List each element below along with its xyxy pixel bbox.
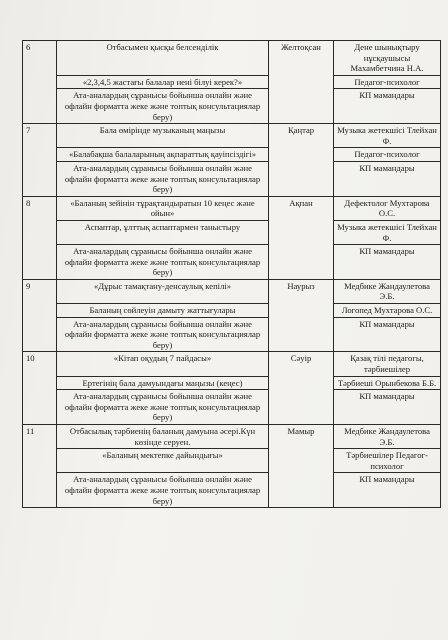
table-row (23, 245, 441, 280)
table-row (23, 304, 441, 318)
responsible-cell: КП мамандары (334, 89, 441, 124)
month-cell: Ақпан (269, 196, 334, 279)
table-row (23, 376, 441, 390)
table-row (23, 148, 441, 162)
activity-cell: Ата-аналардың сұранысы бойынша онлайн және офлайн форматта жеке және топтық консультациялар беру) (57, 245, 269, 280)
activity-cell: «Баланың зейінін тұрақтандыратын 10 кеңес және ойын» (57, 196, 269, 220)
table-row (23, 41, 441, 76)
activity-cell: «Баланың мектепке дайындығы» (57, 449, 269, 473)
responsible-cell: КП мамандары (334, 161, 441, 196)
responsible-cell: Медбике Жандаулетова Э.Б. (334, 279, 441, 303)
responsible-cell: Музыка жетекшісі Тлейхан Ф. (334, 124, 441, 148)
table-row (23, 279, 441, 303)
row-number: 8 (23, 196, 57, 279)
row-number: 10 (23, 352, 57, 425)
row-number: 11 (23, 425, 57, 508)
activity-cell: «2,3,4,5 жастағы балалар нені білуі керек?» (57, 75, 269, 89)
table-row (23, 352, 441, 376)
activity-cell: «Балабақша балаларының ақпараттық қауіпсіздігі» (57, 148, 269, 162)
table-row (23, 473, 441, 508)
activity-cell: Ертегінің бала дамуындағы маңызы (кеңес) (57, 376, 269, 390)
responsible-cell: Қазақ тілі педагогы, тәрбиешілер (334, 352, 441, 376)
activity-cell: Баланың сөйлеуін дамыту жаттығулары (57, 304, 269, 318)
activity-cell: Аспаптар, ұлттық аспаптармен таныстыру (57, 220, 269, 244)
month-cell: Наурыз (269, 279, 334, 352)
activity-cell: «Кітап оқудың 7 пайдасы» (57, 352, 269, 376)
responsible-cell: Дене шынықтыру нұсқаушысы Махамбетчина Н.А. (334, 41, 441, 76)
table-row (23, 75, 441, 89)
table-row (23, 124, 441, 148)
responsible-cell: КП мамандары (334, 245, 441, 280)
month-cell: Желтоқсан (269, 41, 334, 124)
month-cell: Қаңтар (269, 124, 334, 197)
activity-cell: Отбасылық тәрбиенің баланың дамуына әсері.Күн көзінде серуен. (57, 425, 269, 449)
table-row (23, 196, 441, 220)
month-cell: Мамыр (269, 425, 334, 508)
table-row (23, 161, 441, 196)
responsible-cell: Медбике Жандаулетова Э.Б. (334, 425, 441, 449)
table-row (23, 425, 441, 449)
month-cell: Сәуір (269, 352, 334, 425)
responsible-cell: Дефектолог Мухтарова О.С. (334, 196, 441, 220)
table-row (23, 220, 441, 244)
work-plan-table (22, 40, 441, 508)
responsible-cell: Педагог-психолог (334, 148, 441, 162)
activity-cell: Ата-аналардың сұранысы бойынша онлайн және офлайн форматта жеке және топтық консультациялар беру) (57, 473, 269, 508)
responsible-cell: Педагог-психолог (334, 75, 441, 89)
activity-cell: Бала өмірінде музыканың маңызы (57, 124, 269, 148)
responsible-cell: КП мамандары (334, 473, 441, 508)
responsible-cell: КП мамандары (334, 390, 441, 425)
responsible-cell: Тәрбиеші Орынбекова Б.Б. (334, 376, 441, 390)
responsible-cell: Логопед Мухтарова О.С. (334, 304, 441, 318)
row-number: 6 (23, 41, 57, 124)
row-number: 9 (23, 279, 57, 352)
table-row (23, 390, 441, 425)
table-row (23, 449, 441, 473)
table-row (23, 317, 441, 352)
responsible-cell: Музыка жетекшісі Тлейхан Ф. (334, 220, 441, 244)
table-row (23, 89, 441, 124)
responsible-cell: КП мамандары (334, 317, 441, 352)
row-number: 7 (23, 124, 57, 197)
responsible-cell: Тәрбиешілер Педагог-психолог (334, 449, 441, 473)
activity-cell: Ата-аналардың сұранысы бойынша онлайн және офлайн форматта жеке және топтық консультациялар беру) (57, 161, 269, 196)
activity-cell: Ата-аналардың сұранысы бойынша онлайн және офлайн форматта жеке және топтық консультациялар беру) (57, 89, 269, 124)
activity-cell: Ата-аналардың сұранысы бойынша онлайн және офлайн форматта жеке және топтық консультациялар беру) (57, 390, 269, 425)
activity-cell: «Дұрыс тамақтану-денсаулық кепілі» (57, 279, 269, 303)
activity-cell: Отбасымен қысқы белсенділік (57, 41, 269, 76)
activity-cell: Ата-аналардың сұранысы бойынша онлайн және офлайн форматта жеке және топтық консультациялар беру) (57, 317, 269, 352)
